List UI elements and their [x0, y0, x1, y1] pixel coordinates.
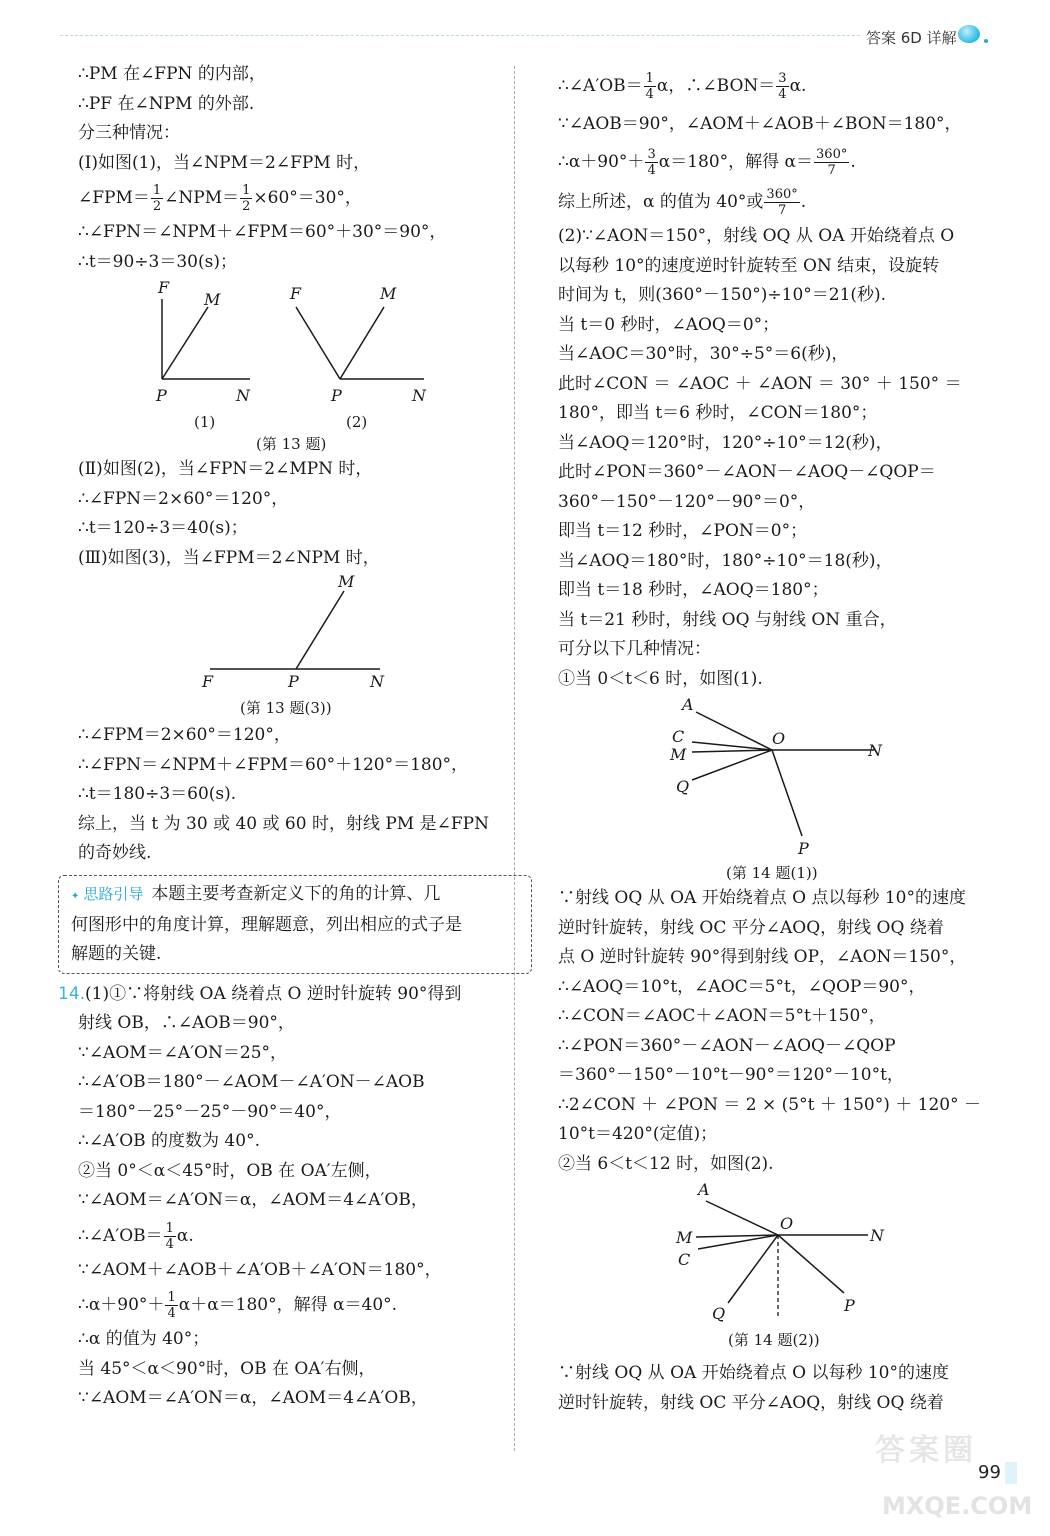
text-line: ∴∠A′OB＝180°－∠AOM－∠A′ON－∠AOB — [78, 1072, 425, 1092]
text-line: (2)∵∠AON＝150°，射线 OQ 从 OA 开始绕着点 O — [558, 226, 955, 246]
text-line: ∴t＝180÷3＝60(s). — [78, 784, 237, 804]
fraction — [814, 147, 849, 178]
text-line: 可分以下几种情况： — [558, 639, 711, 659]
thinking-guide-box — [58, 875, 532, 974]
fraction-num: 1 — [645, 71, 654, 86]
text-line: ∴t＝120÷3＝40(s)； — [78, 518, 248, 538]
ray-oa — [696, 712, 772, 750]
bubble-logo-icon — [958, 25, 980, 43]
text-line: 当∠AOC＝30°时，30°÷5°＝6(秒)， — [558, 344, 849, 364]
label-p: P — [798, 839, 809, 858]
text-line: ∴PF 在∠NPM 的外部. — [78, 93, 255, 114]
text-line: 逆时针旋转，射线 OC 平分∠AOQ，射线 OQ 绕着 — [558, 1392, 944, 1413]
ray-pm — [162, 307, 208, 379]
ray-op — [772, 750, 802, 836]
figure-13-3-svg — [78, 573, 508, 721]
page-number: 99 — [978, 1462, 1001, 1483]
fraction — [764, 187, 799, 218]
text-line: ∴2∠CON ＋ ∠PON ＝ 2 × (5°t ＋ 150°) ＋ 120° － — [558, 1094, 981, 1115]
label-o-2: O — [780, 1214, 794, 1233]
text-line — [558, 182, 1008, 222]
text-line — [78, 1216, 508, 1256]
fraction-num: 3 — [647, 147, 656, 162]
label-m-2: M — [676, 1228, 693, 1247]
text-line: 点 O 逆时针旋转 90°得到射线 OP，∠AON＝150°， — [558, 947, 967, 967]
text-span: α＝180°，解得 α＝ — [658, 152, 814, 172]
text-line: 以每秒 10°的速度逆时针旋转至 ON 结束，设旋转 — [558, 255, 940, 276]
ray-oq-2 — [728, 1235, 778, 1303]
guide-line: 何图形中的角度计算，理解题意，列出相应的式子是 — [71, 914, 462, 935]
fraction-num: 1 — [165, 1220, 174, 1236]
fraction — [151, 183, 163, 214]
label-m: M — [670, 745, 687, 764]
text-line: 即当 t＝18 秒时，∠AOQ＝180°； — [558, 580, 829, 600]
text-line: ∴∠FPN＝2×60°＝120°， — [78, 488, 289, 509]
text-line: ∴∠PON＝360°－∠AON－∠AOQ－∠QOP — [558, 1035, 896, 1056]
text-line: 当∠AOQ＝120°时，120°÷10°＝12(秒)， — [558, 432, 893, 453]
fraction — [164, 1221, 176, 1252]
text-line: 此时∠PON＝360°－∠AON－∠AOQ－∠QOP＝ — [558, 462, 936, 482]
fraction — [165, 1290, 177, 1321]
text-line — [558, 142, 1008, 182]
label-c: C — [672, 727, 685, 746]
text-line: ∴∠CON＝∠AOC＋∠AON＝5°t＋150°， — [558, 1006, 886, 1026]
text-line: ∴∠FPM＝2×60°＝120°， — [78, 725, 291, 745]
figure-14-1 — [558, 694, 1008, 884]
text-line: 的奇妙线. — [78, 843, 152, 863]
text-line: 10°t＝420°(定值)； — [558, 1124, 718, 1144]
text-line: ②当 6＜t＜12 时，如图(2). — [558, 1153, 774, 1174]
figure-caption: (第 13 题(3)) — [240, 699, 332, 717]
label-p-3: P — [288, 672, 299, 691]
fraction-den: 7 — [777, 203, 787, 218]
text-line: ∵∠AOB＝90°，∠AOM＋∠AOB＋∠BON＝180°， — [558, 114, 962, 134]
label-f-3: F — [202, 672, 214, 691]
right-column — [558, 66, 1008, 1418]
fraction-den: 2 — [152, 199, 162, 214]
text-line: 时间为 t，则(360°－150°)÷10°＝21(秒). — [558, 285, 887, 305]
text-span: ∠NPM＝ — [164, 188, 240, 208]
label-m: M — [204, 290, 221, 309]
text-line: ∴PM 在∠FPN 的内部， — [78, 64, 266, 84]
text-span: α，∴∠BON＝ — [656, 76, 776, 96]
text-span: ∴α＋90°＋ — [558, 152, 645, 172]
text-line: ＝360°－150°－10°t－90°＝120°－10°t， — [558, 1065, 904, 1085]
guide-text: 本题主要考查新定义下的角的计算、几 — [151, 883, 441, 904]
label-q-2: Q — [712, 1304, 726, 1323]
label-c-2: C — [678, 1250, 691, 1269]
label-f-2: F — [290, 284, 302, 303]
question-number: 14. — [58, 983, 86, 1004]
text-span: ∴α＋90°＋ — [78, 1295, 165, 1315]
fraction-num: 1 — [242, 183, 251, 198]
text-line: 当∠AOQ＝180°时，180°÷10°＝18(秒)， — [558, 550, 893, 571]
text-line: ∵∠AOM＝∠A′ON＝α，∠AOM＝4∠A′OB， — [78, 1388, 428, 1408]
text-line: ∵∠AOM＝∠A′ON＝α，∠AOM＝4∠A′OB， — [78, 1190, 428, 1210]
fraction — [776, 71, 788, 102]
text-span: . — [850, 152, 856, 172]
ray-pm-3 — [296, 591, 344, 669]
fraction-den: 4 — [167, 1306, 176, 1321]
text-line — [78, 1285, 508, 1325]
text-span: . — [800, 192, 807, 212]
text-span: α＋α＝180°，解得 α＝40°. — [178, 1295, 398, 1315]
label-a: A — [682, 695, 694, 714]
watermark: 答案圈 — [875, 1433, 977, 1468]
text-line — [78, 178, 508, 218]
figure-14-2 — [558, 1179, 1008, 1359]
text-span: ∠FPM＝ — [78, 188, 150, 208]
text-line: ∵∠AOM＋∠AOB＋∠A′OB＋∠A′ON＝180°， — [78, 1259, 442, 1280]
ray-pf-2 — [296, 307, 340, 379]
figure-14-1-svg — [558, 694, 1008, 884]
text-line: 分三种情况： — [78, 123, 180, 143]
figure-13-svg — [78, 277, 508, 455]
label-f: F — [158, 278, 170, 297]
figure-13-3 — [78, 573, 508, 721]
text-line: ∴∠A′OB 的度数为 40°. — [78, 1131, 260, 1151]
fraction-num: 360° — [766, 187, 798, 202]
text-line: ∴∠AOQ＝10°t，∠AOC＝5°t，∠QOP＝90°， — [558, 976, 926, 997]
fraction-num: 1 — [152, 183, 162, 198]
text-line: ∵射线 OQ 从 OA 开始绕着点 O 以每秒 10°的速度 — [558, 1363, 949, 1383]
watermark-url: MXQE.COM — [882, 1492, 1033, 1520]
label-o: O — [772, 729, 786, 748]
figure-caption: (第 14 题(2)) — [728, 1331, 820, 1349]
text-span: α. — [789, 76, 807, 96]
text-line: ＝180°－25°－25°－90°＝40°， — [78, 1101, 342, 1122]
text-line: ∴∠FPN＝∠NPM＋∠FPM＝60°＋120°＝180°， — [78, 754, 469, 775]
text-line: 360°－150°－120°－90°＝0°， — [558, 491, 816, 512]
label-n-2: N — [412, 386, 426, 405]
figure-13-1-2 — [78, 277, 508, 455]
text-span: ∴∠A′OB＝ — [78, 1225, 163, 1246]
text-line — [558, 66, 1008, 106]
page-header — [0, 0, 1050, 48]
text-span: 综上所述，α 的值为 40°或 — [558, 192, 764, 212]
ray-om — [692, 750, 772, 752]
fraction — [240, 183, 252, 214]
text-line — [58, 980, 508, 1010]
text-line: 当 t＝0 秒时，∠AOQ＝0°； — [558, 314, 780, 335]
fraction-den: 4 — [165, 1236, 174, 1252]
fraction-den: 2 — [242, 199, 251, 214]
label-m-3: M — [338, 573, 355, 591]
text-span: (1)①∵将射线 OA 绕着点 O 逆时针旋转 90°得到 — [85, 983, 462, 1004]
text-line: 即当 t＝12 秒时，∠PON＝0°； — [558, 521, 808, 541]
ray-oa-2 — [706, 1201, 778, 1235]
sub-caption-1: (1) — [194, 413, 216, 431]
ray-op-2 — [778, 1235, 844, 1293]
text-line: (Ⅰ)如图(1)，当∠NPM＝2∠FPM 时， — [78, 152, 371, 173]
label-n-3: N — [370, 672, 384, 691]
text-line: 逆时针旋转，射线 OC 平分∠AOQ，射线 OQ 绕着 — [558, 917, 944, 938]
label-p-2: P — [331, 386, 342, 405]
figure-caption: (第 13 题) — [256, 435, 327, 453]
label-q: Q — [676, 777, 690, 796]
label-n: N — [236, 386, 250, 405]
fraction — [644, 71, 656, 102]
fraction-den: 7 — [827, 163, 836, 178]
fraction-num: 360° — [816, 147, 848, 162]
guide-line: 解题的关键. — [71, 943, 162, 964]
text-line: 综上，当 t 为 30 或 40 或 60 时，射线 PM 是∠FPN — [78, 813, 489, 834]
guide-line — [71, 880, 523, 911]
text-line: 180°，即当 t＝6 秒时，∠CON＝180°； — [558, 403, 878, 423]
figure-caption: (第 14 题(1)) — [726, 864, 818, 882]
figure-14-2-svg — [558, 1179, 1008, 1359]
text-line: 当 t＝21 秒时，射线 OQ 与射线 ON 重合， — [558, 609, 897, 630]
label-p: P — [156, 386, 167, 405]
ray-oq — [692, 750, 772, 780]
fraction-den: 4 — [647, 163, 656, 178]
fraction — [645, 147, 657, 178]
guide-label: ✦ 思路引导 — [71, 885, 143, 903]
text-line: ①当 0＜t＜6 时，如图(1). — [558, 668, 763, 689]
fraction-den: 4 — [778, 87, 787, 102]
left-column — [58, 60, 508, 1414]
header-rule — [60, 35, 860, 36]
sub-caption-2: (2) — [346, 413, 368, 431]
fraction-den: 4 — [645, 87, 654, 102]
text-line: ∴t＝90÷3＝30(s)； — [78, 251, 237, 272]
label-p-2: P — [844, 1296, 855, 1315]
fraction-num: 1 — [167, 1290, 176, 1305]
text-span: α. — [176, 1225, 194, 1246]
label-m-2: M — [380, 284, 397, 303]
label-n-2: N — [870, 1226, 884, 1245]
text-line: ②当 0°＜α＜45°时，OB 在 OA′左侧， — [78, 1160, 382, 1181]
text-span: ×60°＝30°， — [253, 188, 362, 208]
header-title: 答案 6D 详解 — [866, 29, 957, 47]
fraction-num: 3 — [778, 71, 787, 86]
text-line: ∵∠AOM＝∠A′ON＝25°， — [78, 1042, 288, 1063]
text-span: ∴∠A′OB＝ — [558, 76, 643, 96]
text-line: 当 45°＜α＜90°时，OB 在 OA′右侧， — [78, 1358, 376, 1379]
text-line: 射线 OB，∴∠AOB＝90°， — [78, 1013, 295, 1033]
text-line: (Ⅱ)如图(2)，当∠FPN＝2∠MPN 时， — [78, 459, 373, 479]
text-line: (Ⅲ)如图(3)，当∠FPM＝2∠NPM 时， — [78, 547, 380, 568]
text-line: ∴∠FPN＝∠NPM＋∠FPM＝60°＋30°＝90°， — [78, 222, 447, 242]
text-line: 此时∠CON ＝ ∠AOC ＋ ∠AON ＝ 30° ＋ 150° ＝ — [558, 373, 962, 394]
ray-pm-2 — [340, 307, 384, 379]
text-line: ∴α 的值为 40°； — [78, 1329, 210, 1349]
text-line: ∵射线 OQ 从 OA 开始绕着点 O 点以每秒 10°的速度 — [558, 888, 966, 908]
label-n: N — [868, 741, 882, 760]
column-divider — [514, 66, 515, 1451]
page-number-tab — [1005, 1462, 1017, 1484]
label-a-2: A — [698, 1180, 710, 1199]
